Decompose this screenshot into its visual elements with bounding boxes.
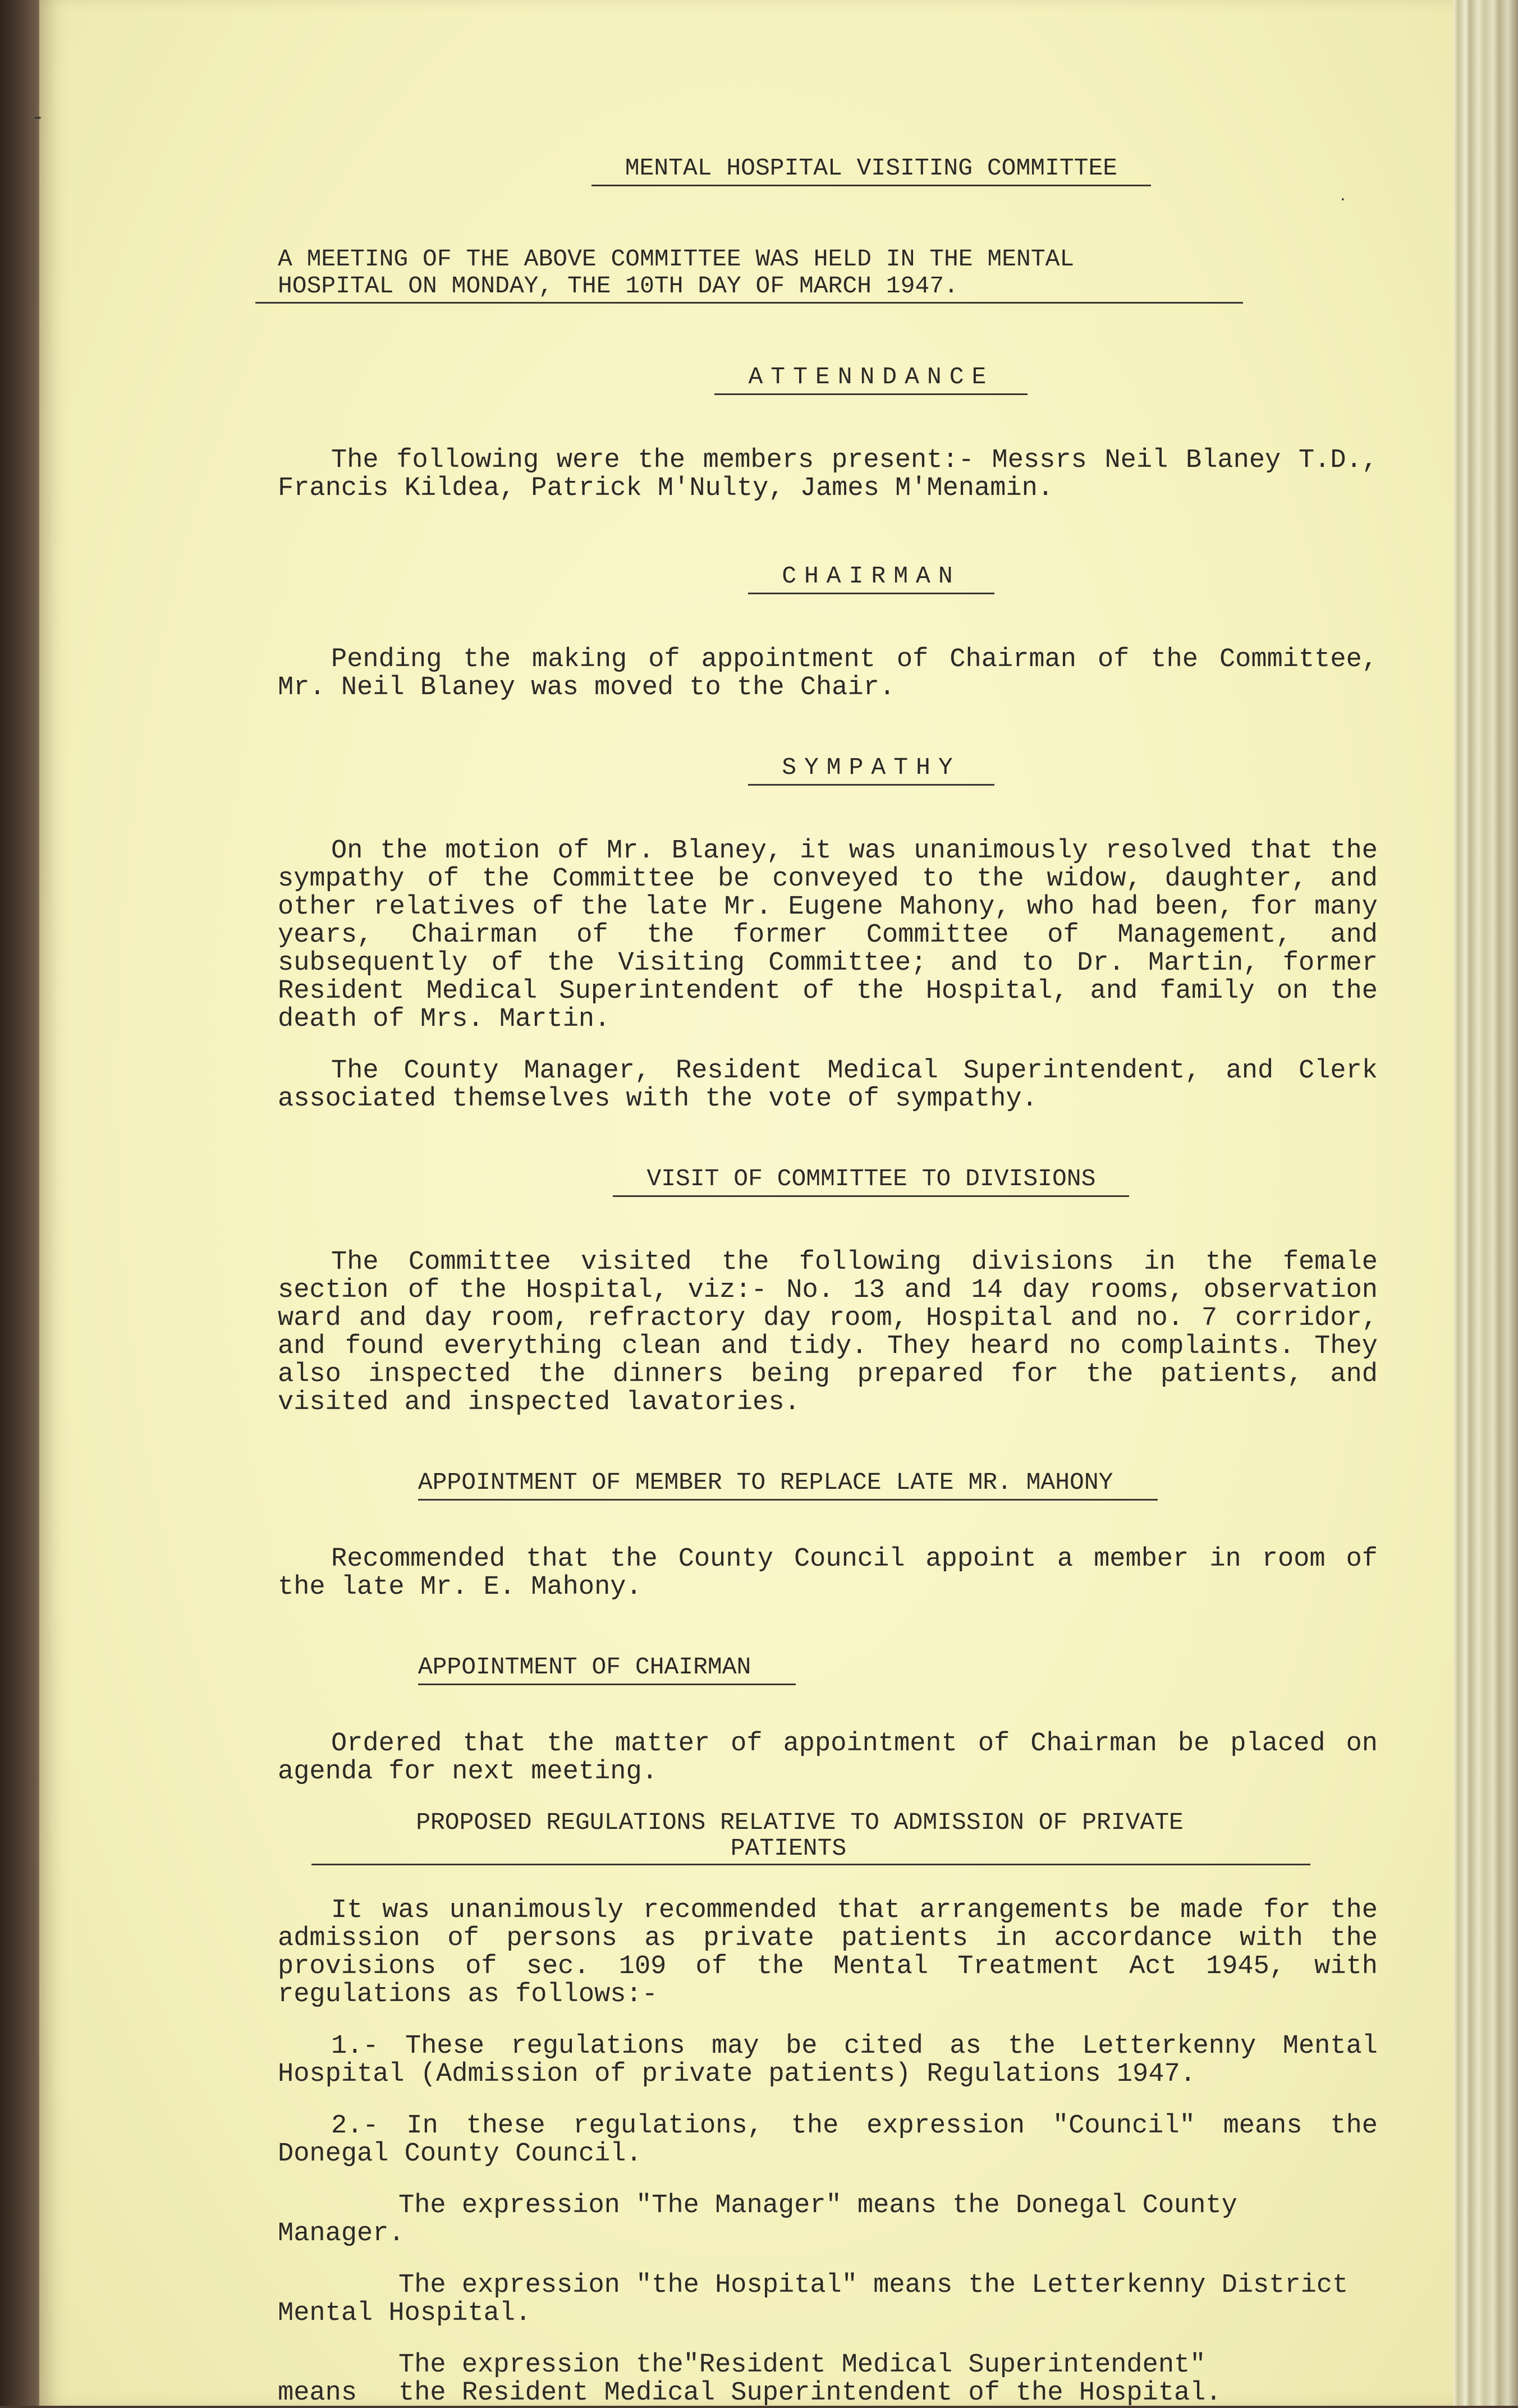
document-body [278,126,1378,2407]
document-title: MENTAL HOSPITAL VISITING COMMITTEE [278,126,1378,214]
replace-member-paragraph: Recommended that the County Council appoint a member in room of the late Mr. E. Mahony. [278,1544,1378,1602]
regulations-heading: PROPOSED REGULATIONS RELATIVE TO ADMISSION OF PRIVATE PATIENTS [311,1810,1310,1865]
replace-member-heading: APPOINTMENT OF MEMBER TO REPLACE LATE MR. MAHONY [331,1441,1378,1529]
book-binding [0,0,45,2406]
attendance-paragraph: The following were the members present:- Messrs Neil Blaney T.D., Francis Kildea, Patrick M'Nulty, James M'Menamin. [278,446,1378,503]
chairman-heading: CHAIRMAN [278,534,1378,622]
visit-heading: VISIT OF COMMITTEE TO DIVISIONS [278,1137,1378,1225]
sympathy-paragraph: On the motion of Mr. Blaney, it was unanimously resolved that the sympathy of the Committee be conveyed to the widow, daughter, and other relatives of the late Mr. Eugene Mahony, who had been, for many years, Chairman of the former Committee of Management, and subsequently of the Visiting Committee; and to Dr. Martin, former Resident Medical Superintendent of the Hospital, and family on the death of Mrs. Martin. [278,836,1378,1034]
sympathy-association-paragraph: The County Manager, Resident Medical Superintendent, and Clerk associated themselves with the vote of sympathy. [278,1056,1378,1114]
page-edges [1445,0,1518,2406]
definition-rms: means The expression the"Resident Medical Superintendent" the Resident Medical Superintendent of the Hospital. [278,2350,1222,2408]
regulations-intro: It was unanimously recommended that arrangements be made for the admission of persons as private patients in accordance with the provisions of sec. 109 of the Mental Treatment Act 1945, with regulations as follows:- [278,1896,1378,2010]
definition-manager: The expression "The Manager" means the Donegal County Manager. [278,2191,1237,2249]
regulation-item-2: 2.- In these regulations, the expression "Council" means the Donegal County Council. [278,2111,1378,2169]
attendance-heading: ATTENNDANCE [278,335,1378,423]
sympathy-heading: SYMPATHY [278,726,1378,814]
regulation-item-1: 1.- These regulations may be cited as the Letterkenny Mental Hospital (Admission of private patients) Regulations 1947. [278,2031,1378,2089]
margin-mark: - [34,104,42,130]
chairman-paragraph: Pending the making of appointment of Chairman of the Committee, Mr. Neil Blaney was moved to the Chair. [278,645,1378,703]
stray-dot: . [1340,185,1346,205]
document-page [34,0,1453,2408]
appoint-chairman-paragraph: Ordered that the matter of appointment of Chairman be placed on agenda for next meeting. [278,1729,1378,1787]
visit-paragraph: The Committee visited the following divisions in the female section of the Hospital, viz:- No. 13 and 14 day rooms, observation ward and day room, refractory day room, Hospital and no. 7 corridor, and found everything clean and tidy. They heard no complaints. They also inspected the dinners being prepared for the patients, and visited and inspected lavatories. [278,1247,1378,1418]
definition-hospital: The expression "the Hospital" means the Letterkenny District Mental Hospital. [278,2271,1349,2328]
meeting-statement: A MEETING OF THE ABOVE COMMITTEE WAS HELD IN THE MENTAL HOSPITAL ON MONDAY, THE 10TH DAY OF MARCH 1947. [255,246,1243,304]
appoint-chairman-heading: APPOINTMENT OF CHAIRMAN [331,1625,1378,1713]
